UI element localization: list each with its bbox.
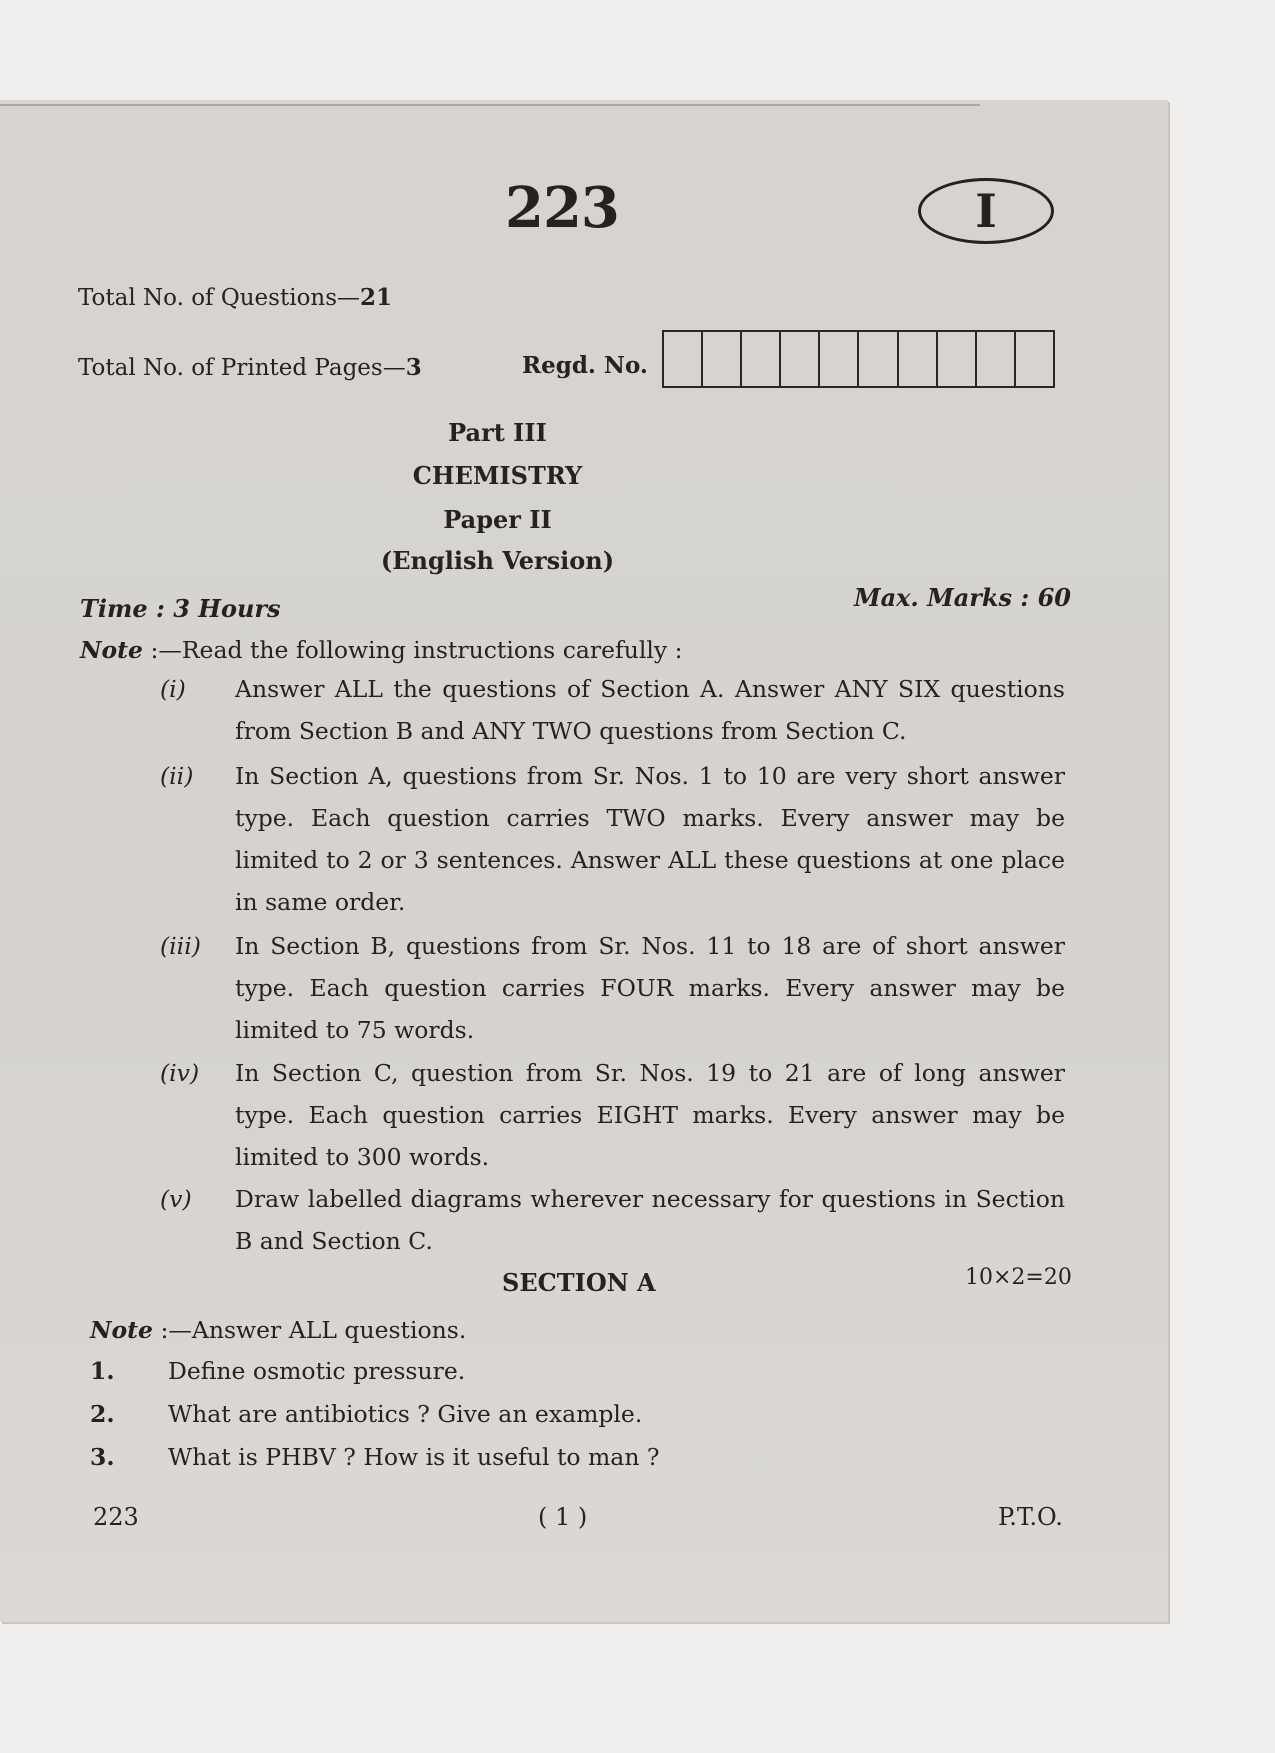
footer-page-number: ( 1 )	[538, 1503, 588, 1531]
question-text: Define osmotic pressure.	[168, 1357, 466, 1385]
note-text: :—Read the following instructions carefully :	[142, 636, 683, 664]
regd-digit-box[interactable]	[938, 332, 977, 386]
question-number: 2.	[90, 1400, 115, 1428]
regd-digit-box[interactable]	[859, 332, 898, 386]
question-text: What are antibiotics ? Give an example.	[168, 1400, 643, 1428]
instruction-text: Answer ALL the questions of Section A. Answer ANY SIX questions from Section B and ANY TWO questions from Section C.	[235, 675, 1065, 745]
paper-edge-line	[0, 104, 980, 106]
regd-number-boxes[interactable]	[662, 330, 1055, 388]
question-item	[90, 1357, 465, 1385]
regd-digit-box[interactable]	[820, 332, 859, 386]
regd-label: Regd. No.	[522, 352, 648, 379]
instruction-number: (iii)	[160, 932, 201, 960]
set-label: I	[975, 184, 997, 238]
question-item	[90, 1443, 660, 1471]
instruction-number: (v)	[160, 1185, 192, 1213]
instruction-item	[160, 1052, 1065, 1178]
part-title: Part III	[448, 418, 547, 447]
question-number: 1.	[90, 1357, 115, 1385]
exam-time: Time : 3 Hours	[80, 594, 281, 623]
total-pages-value: 3	[405, 354, 422, 381]
total-pages-label: Total No. of Printed Pages—	[78, 355, 406, 381]
regd-digit-box[interactable]	[703, 332, 742, 386]
regd-digit-box[interactable]	[742, 332, 781, 386]
question-number: 3.	[90, 1443, 115, 1471]
instruction-number: (ii)	[160, 762, 194, 790]
instruction-item	[160, 1178, 1065, 1262]
max-marks: Max. Marks : 60	[854, 583, 1072, 612]
instruction-item	[160, 668, 1065, 752]
instruction-text: Draw labelled diagrams wherever necessary for questions in Section B and Section C.	[235, 1185, 1065, 1255]
total-pages	[78, 354, 422, 381]
instruction-number: (iv)	[160, 1059, 200, 1087]
total-questions-label: Total No. of Questions—	[78, 285, 361, 311]
instruction-item	[160, 755, 1065, 923]
paper-code: 223	[505, 175, 619, 241]
note-label: Note	[80, 636, 143, 664]
footer-code: 223	[93, 1503, 139, 1531]
section-a-note-text: :—Answer ALL questions.	[152, 1316, 467, 1344]
paper-title: Paper II	[443, 505, 552, 534]
regd-digit-box[interactable]	[781, 332, 820, 386]
instruction-number: (i)	[160, 675, 186, 703]
instruction-text: In Section A, questions from Sr. Nos. 1 to 10 are very short answer type. Each question carries TWO marks. Every answer may be limited to 2 or 3 sentences. Answer ALL these questions at one place in same order.	[235, 762, 1065, 916]
question-item	[90, 1400, 642, 1428]
total-questions	[78, 284, 392, 311]
regd-digit-box[interactable]	[977, 332, 1016, 386]
question-text: What is PHBV ? How is it useful to man ?	[168, 1443, 660, 1471]
version-title: (English Version)	[380, 546, 615, 575]
instruction-item	[160, 925, 1065, 1051]
subject-title: CHEMISTRY	[412, 461, 583, 490]
regd-digit-box[interactable]	[899, 332, 938, 386]
instruction-text: In Section C, question from Sr. Nos. 19 to 21 are of long answer type. Each question carries EIGHT marks. Every answer may be limited to 300 words.	[235, 1059, 1065, 1171]
instruction-text: In Section B, questions from Sr. Nos. 11 to 18 are of short answer type. Each question carries FOUR marks. Every answer may be limited to 75 words.	[235, 932, 1065, 1044]
regd-digit-box[interactable]	[664, 332, 703, 386]
section-a-marks: 10×2=20	[965, 1265, 1072, 1290]
section-a-heading: SECTION A	[502, 1268, 656, 1297]
set-label-oval	[918, 178, 1054, 244]
section-a-note	[90, 1316, 466, 1344]
regd-digit-box[interactable]	[1016, 332, 1053, 386]
footer-pto: P.T.O.	[998, 1503, 1063, 1531]
instructions-note	[80, 636, 683, 664]
section-a-note-label: Note	[90, 1316, 153, 1344]
total-questions-value: 21	[360, 284, 393, 311]
